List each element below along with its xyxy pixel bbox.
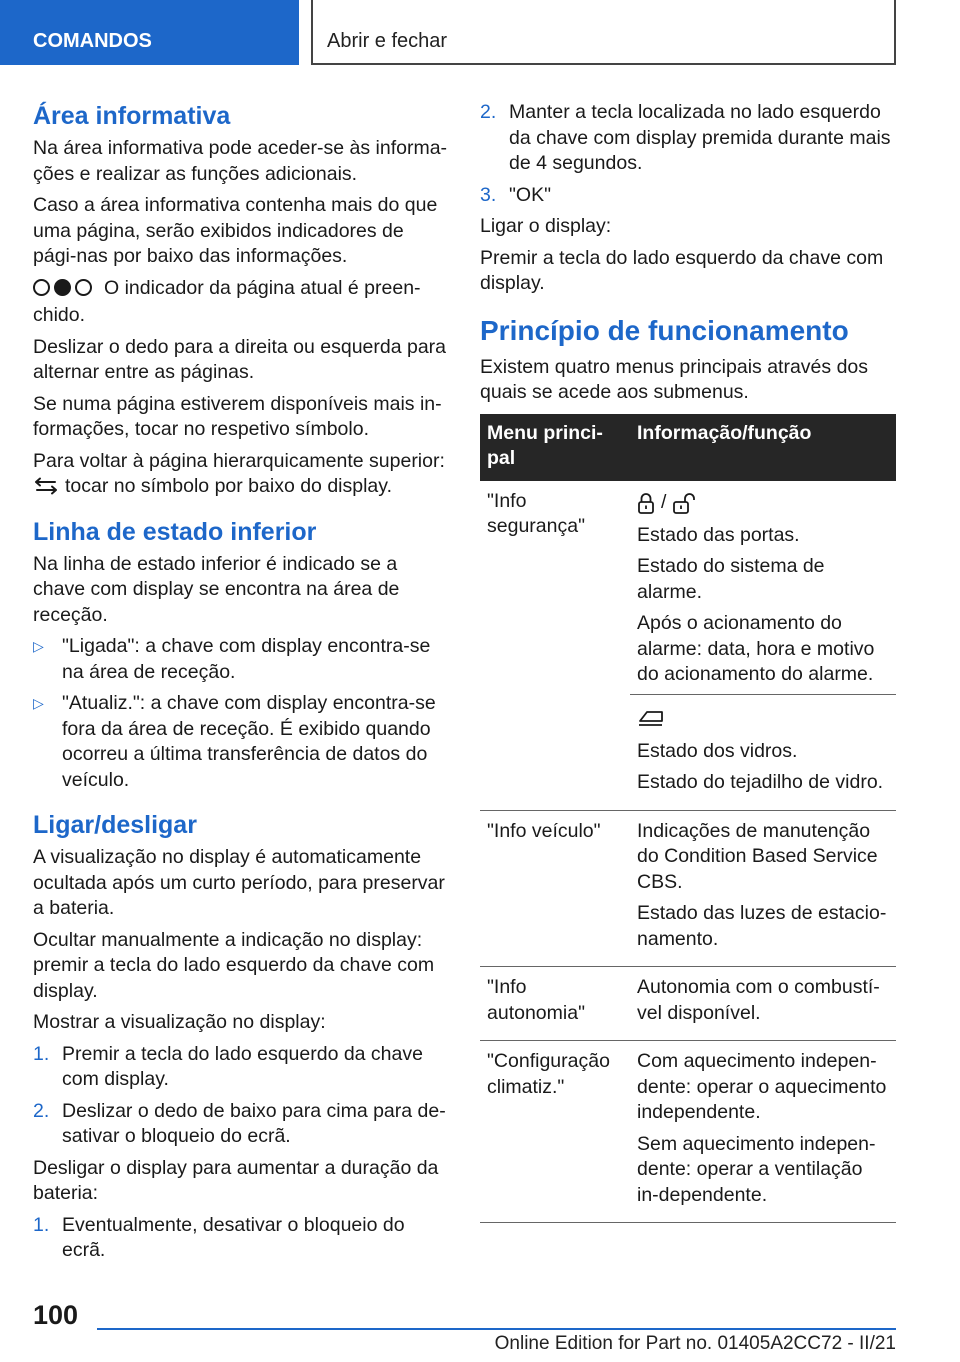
table-row [480, 967, 896, 1041]
list-item: ▷ "Atualiz.": a chave com display encontra-se fora da área de receção. É exibido quando ocorreu a última transferência de datos do veículo. [33, 692, 436, 791]
menu-table [480, 414, 896, 1224]
paragraph: Na área informativa pode aceder-se às informa-ções e realizar as funções adicionais. [33, 137, 448, 185]
slash-separator: / [661, 490, 667, 513]
list-item: 3. "OK" [480, 183, 552, 206]
bullet-list [33, 634, 448, 793]
paragraph: Existem quatro menus principais através dos quais se acede aos submenus. [480, 355, 869, 403]
table-cell-info: Com aquecimento indepen-dente: operar o aquecimento independente. Sem aquecimento indepen-dente: operar a ventilação in-dependente. [630, 1041, 896, 1223]
header-chapter: Abrir e fechar [311, 0, 896, 65]
step-list [480, 100, 896, 208]
table-cell-menu: "Info veículo" [480, 810, 630, 967]
header-section: COMANDOS [0, 0, 299, 65]
window-status-block: Estado dos vidros. Estado do tejadilho de vidro. [630, 694, 896, 796]
page-indicator-dots-icon [33, 278, 96, 304]
paragraph: Ocultar manualmente a indicação no display: premir a tecla do lado esquerdo da chave com display. [33, 928, 435, 1002]
list-item: ▷ "Ligada": a chave com display encontra-se na área de receção. [33, 635, 431, 683]
paragraph: Para voltar à página hierarquicamente superior: tocar no símbolo por baixo do display. [33, 449, 445, 497]
list-item: 1. Premir a tecla do lado esquerdo da chave com display. [33, 1042, 423, 1090]
list-item: 2. Deslizar o dedo de baixo para cima para de-sativar o bloqueio do ecrã. [33, 1099, 446, 1147]
back-arrow-icon [33, 477, 59, 495]
section-status-line [33, 516, 448, 794]
list-item: 2. Manter a tecla localizada no lado esquerdo da chave com display premida durante mais de 4 segundos. [480, 101, 891, 174]
triangle-bullet-icon: ▷ [33, 638, 44, 654]
heading-linha-estado: Linha de estado inferior [33, 517, 317, 546]
heading-ligar-desligar: Ligar/desligar [33, 811, 197, 839]
table-cell-info: / Estado das portas. Estado do sistema de alarme. Após o acionamento do alarme: data, hora e motivo do acionamento do alarme. Estado dos vidros. Estado do tejadilho de vidro. [630, 481, 896, 811]
paragraph: Ligar o display: [480, 215, 612, 237]
step-list [33, 1213, 448, 1264]
table-header-cell: Informação/função [630, 414, 896, 481]
list-item: 1. Eventualmente, desativar o bloqueio do ecrã. [33, 1213, 405, 1261]
paragraph: Deslizar o dedo para a direita ou esquerda para alternar entre as páginas. [33, 335, 447, 383]
table-row [480, 810, 896, 967]
window-icon [637, 709, 665, 729]
table-header-row [480, 414, 896, 481]
paragraph: A visualização no display é automaticamente ocultada após um curto período, para preservar a bateria. [33, 846, 445, 919]
footer-divider [97, 1328, 896, 1330]
table-row [480, 1041, 896, 1223]
heading-principio: Princípio de funcionamento [480, 314, 849, 346]
table-cell-menu: "Info autonomia" [480, 967, 630, 1041]
footer-edition: Online Edition for Part no. 01405A2CC72 - II/21 [494, 1333, 896, 1354]
section-on-off [33, 809, 448, 1264]
page-number: 100 [33, 1300, 79, 1330]
paragraph: Premir a tecla do lado esquerdo da chave com display. [480, 246, 884, 294]
triangle-bullet-icon: ▷ [33, 695, 44, 711]
lock-open-icon [672, 492, 698, 514]
paragraph: Mostrar a visualização no display: [33, 1011, 326, 1033]
right-column [480, 100, 896, 1223]
heading-area-informativa: Área informativa [33, 102, 231, 130]
paragraph: Caso a área informativa contenha mais do que uma página, serão exibidos indicadores de pági-nas por baixo das informações. [33, 194, 438, 267]
table-row [480, 481, 896, 811]
table-cell-menu: "Info segurança" [480, 481, 630, 811]
table-header-cell: Menu princi-pal [480, 414, 630, 481]
paragraph: Se numa página estiverem disponíveis mais in-formações, tocar no respetivo símbolo. [33, 392, 442, 440]
paragraph: Na linha de estado inferior é indicado se a chave com display se encontra na área de receção. [33, 552, 400, 626]
table-cell-info: Indicações de manutenção do Condition Based Service CBS. Estado das luzes de estacio-namento. [630, 810, 896, 967]
lock-closed-icon [637, 492, 655, 514]
lock-icons [637, 489, 889, 517]
paragraph: Desligar o display para aumentar a duração da bateria: [33, 1156, 439, 1204]
table-cell-info: Autonomia com o combustí-vel disponível. [630, 967, 896, 1041]
paragraph-page-indicator: O indicador da página atual é preen-chido. [33, 276, 421, 326]
section-principle [480, 313, 896, 406]
table-cell-menu: "Configuração climatiz." [480, 1041, 630, 1223]
left-column [33, 100, 448, 1270]
step-list [33, 1042, 448, 1150]
